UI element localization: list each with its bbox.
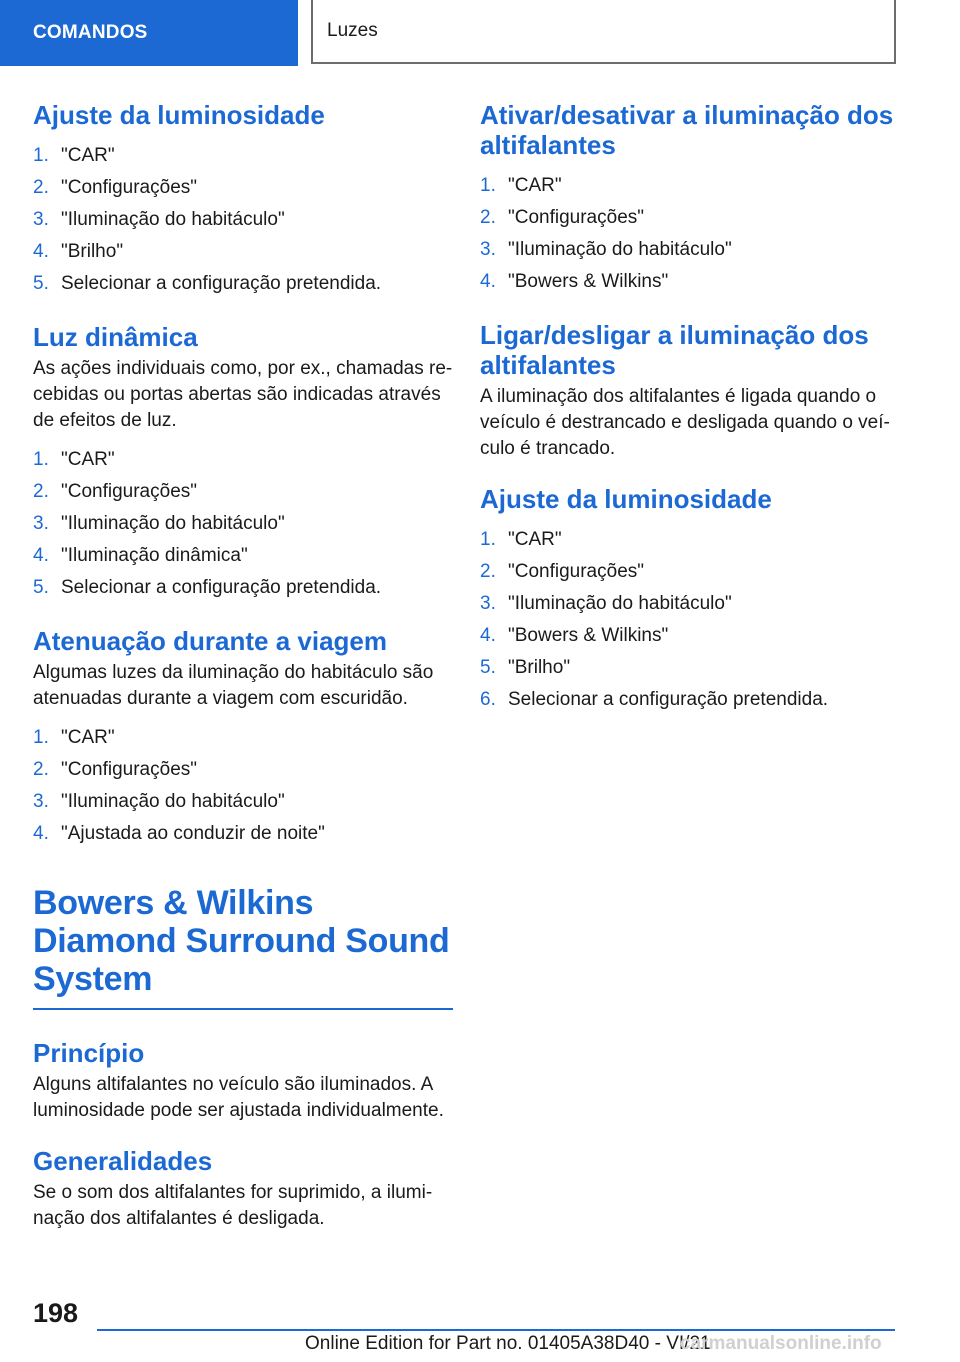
step-text: "Iluminação do habitáculo": [61, 513, 285, 534]
list-item: [480, 620, 900, 652]
step-text: "Bowers & Wilkins": [508, 625, 669, 646]
step-text: "Iluminação dinâmica": [61, 545, 248, 566]
section-brightness: [33, 100, 453, 300]
list-item: [480, 684, 900, 716]
steps-list: [33, 722, 453, 850]
list-item: [480, 588, 900, 620]
list-item: [33, 786, 453, 818]
list-item: [33, 540, 453, 572]
step-number: 1.: [33, 727, 49, 748]
section-speaker-brightness: [480, 484, 900, 716]
step-number: 4.: [480, 625, 496, 646]
section-heading: Ajuste da luminosidade: [480, 484, 772, 514]
list-item: [33, 204, 453, 236]
step-text: "CAR": [61, 727, 115, 748]
list-item: [480, 170, 900, 202]
steps-list: [33, 444, 453, 604]
section-text: A iluminação dos altifalantes é ligada quando o veículo é destrancado e desligada quando o veí-culo é trancado.: [480, 386, 890, 459]
step-text: "Configurações": [61, 177, 198, 198]
step-number: 2.: [480, 561, 496, 582]
steps-list: [33, 140, 453, 300]
list-item: [480, 234, 900, 266]
section-text: As ações individuais como, por ex., chamadas re-cebidas ou portas abertas são indicadas através de efeitos de luz.: [33, 358, 453, 431]
list-item: [480, 266, 900, 298]
section-text: Alguns altifalantes no veículo são iluminados. A luminosidade pode ser ajustada individualmente.: [33, 1074, 444, 1121]
step-number: 4.: [33, 823, 49, 844]
step-text: Selecionar a configuração pretendida.: [508, 689, 829, 710]
step-text: "Iluminação do habitáculo": [61, 791, 285, 812]
list-item: [480, 524, 900, 556]
list-item: [33, 444, 453, 476]
list-item: [480, 652, 900, 684]
step-text: "Configurações": [508, 561, 645, 582]
watermark: carmanualsonline.info: [680, 1333, 882, 1354]
section-heading: Atenuação durante a viagem: [33, 626, 387, 656]
page-number: 198: [33, 1298, 79, 1328]
step-number: 2.: [33, 759, 49, 780]
step-number: 3.: [33, 791, 49, 812]
step-number: 1.: [33, 145, 49, 166]
section-text: Se o som dos altifalantes for suprimido, a ilumi-nação dos altifalantes é desligada.: [33, 1182, 433, 1229]
list-item: [33, 172, 453, 204]
step-number: 3.: [33, 209, 49, 230]
edition-note: Online Edition for Part no. 01405A38D40 - VI/21: [305, 1333, 711, 1354]
list-item: [33, 754, 453, 786]
step-number: 1.: [480, 529, 496, 550]
step-text: "Iluminação do habitáculo": [508, 239, 732, 260]
step-number: 4.: [33, 545, 49, 566]
chapter-title: Luzes: [311, 0, 896, 64]
step-number: 5.: [33, 273, 49, 294]
section-general: [33, 1146, 453, 1232]
step-number: 2.: [33, 177, 49, 198]
section-speaker-light-on-off: [480, 320, 900, 462]
section-toggle-speaker-light: [480, 100, 900, 298]
step-number: 5.: [480, 657, 496, 678]
section-text: Algumas luzes da iluminação do habitáculo são atenuadas durante a viagem com escuridão.: [33, 662, 434, 709]
section-dynamic-light: [33, 322, 453, 604]
section-heading: Generalidades: [33, 1146, 213, 1176]
step-number: 3.: [480, 239, 496, 260]
step-text: Selecionar a configuração pretendida.: [61, 577, 382, 598]
chapter-heading-block: [33, 884, 453, 1010]
step-text: "Iluminação do habitáculo": [61, 209, 285, 230]
step-number: 6.: [480, 689, 496, 710]
section-heading: Ativar/desativar a iluminação dos altifalantes: [480, 100, 894, 160]
step-text: "CAR": [508, 175, 562, 196]
steps-list: [480, 170, 900, 298]
step-text: "Configurações": [508, 207, 645, 228]
list-item: [33, 572, 453, 604]
section-tab: COMANDOS: [0, 0, 298, 66]
step-text: Selecionar a configuração pretendida.: [61, 273, 382, 294]
list-item: [33, 140, 453, 172]
footer-divider: [97, 1329, 895, 1331]
steps-list: [480, 524, 900, 716]
list-item: [33, 508, 453, 540]
list-item: [480, 202, 900, 234]
list-item: [33, 818, 453, 850]
list-item: [33, 722, 453, 754]
step-number: 3.: [33, 513, 49, 534]
step-number: 2.: [480, 207, 496, 228]
step-number: 4.: [33, 241, 49, 262]
step-number: 1.: [33, 449, 49, 470]
step-text: "Bowers & Wilkins": [508, 271, 669, 292]
section-heading: Princípio: [33, 1038, 145, 1068]
list-item: [33, 476, 453, 508]
step-text: "CAR": [508, 529, 562, 550]
section-heading: Ligar/desligar a iluminação dos altifalantes: [480, 320, 869, 380]
step-text: "Configurações": [61, 481, 198, 502]
left-column: [33, 100, 453, 1254]
step-text: "Ajustada ao conduzir de noite": [61, 823, 325, 844]
step-text: "Brilho": [508, 657, 571, 678]
step-text: "Configurações": [61, 759, 198, 780]
section-principle: [33, 1038, 453, 1124]
step-text: "CAR": [61, 145, 115, 166]
step-number: 4.: [480, 271, 496, 292]
list-item: [480, 556, 900, 588]
section-heading: Ajuste da luminosidade: [33, 100, 325, 130]
step-number: 5.: [33, 577, 49, 598]
step-number: 3.: [480, 593, 496, 614]
chapter-heading: Bowers & Wilkins Diamond Surround Sound System: [33, 884, 453, 1010]
step-text: "CAR": [61, 449, 115, 470]
right-column: [480, 100, 900, 738]
list-item: [33, 268, 453, 300]
step-number: 2.: [33, 481, 49, 502]
page-header: [0, 0, 960, 66]
step-number: 1.: [480, 175, 496, 196]
section-dimming: [33, 626, 453, 850]
step-text: "Brilho": [61, 241, 124, 262]
list-item: [33, 236, 453, 268]
step-text: "Iluminação do habitáculo": [508, 593, 732, 614]
section-heading: Luz dinâmica: [33, 322, 198, 352]
